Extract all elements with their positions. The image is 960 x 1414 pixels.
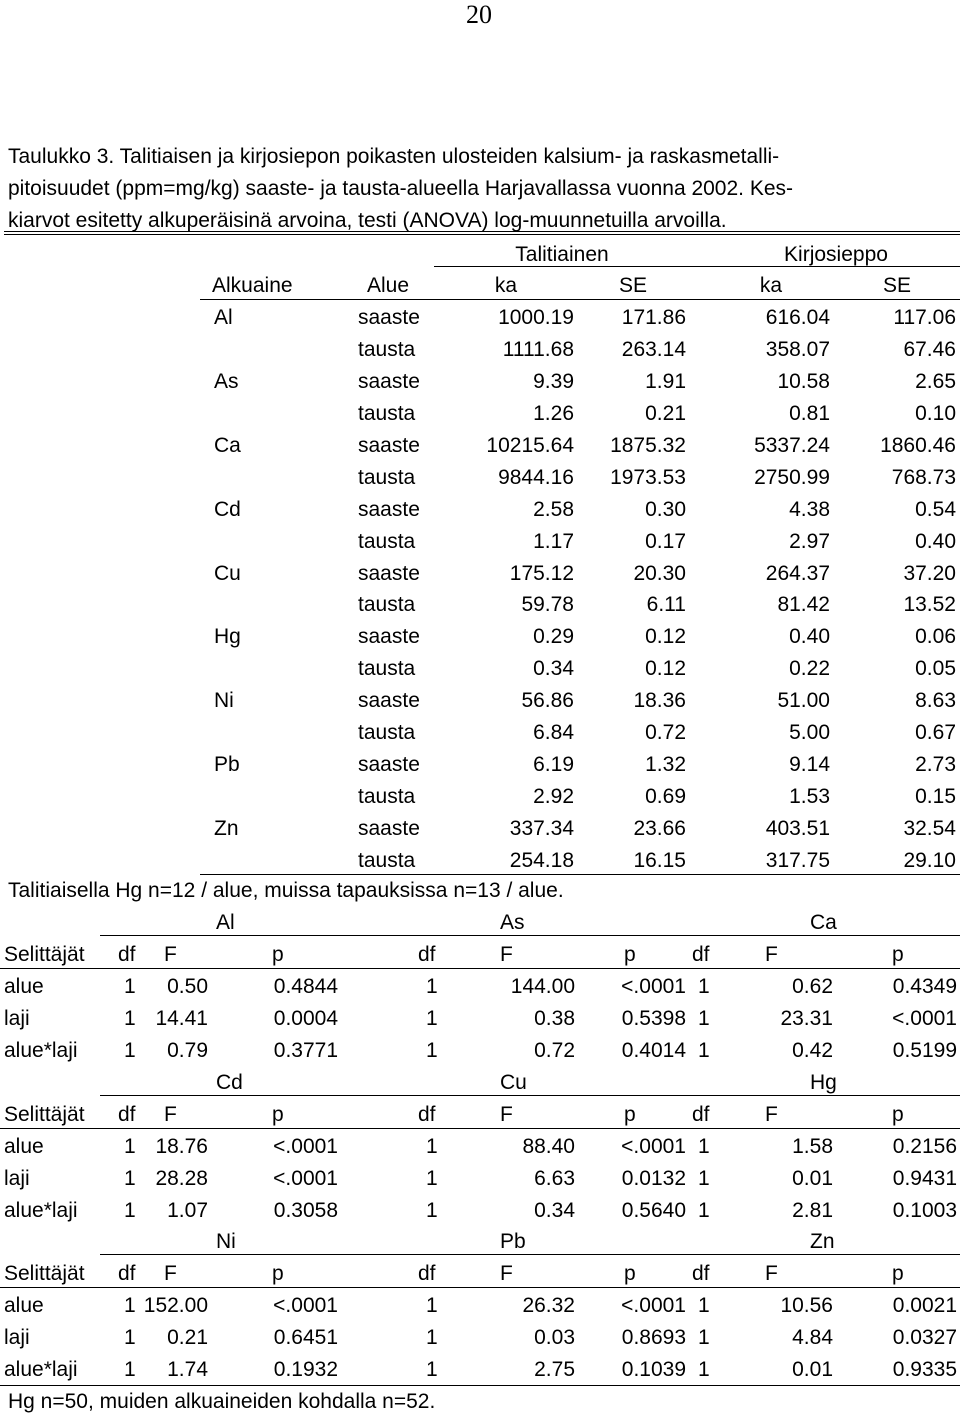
mean-table-cell: 117.06 [893,306,956,329]
anova-cell: 0.50 [167,975,208,998]
anova-cell: 1 [698,1326,710,1349]
mean-table-cell: 1.26 [533,401,574,425]
anova-cell: 0.42 [792,1039,833,1062]
anova-cell: 0.79 [167,1039,208,1062]
anova-cell: 1 [124,1326,136,1349]
row-area-label: saaste [358,625,420,649]
mean-table-cell: 2.58 [533,497,574,521]
col-header-alkuaine: Alkuaine [212,274,293,297]
mean-table-cell: 8.63 [915,689,956,713]
anova-cell: 1 [426,1326,438,1349]
mean-table-cell: 0.40 [915,529,956,553]
row-area-label: tausta [358,401,416,425]
mean-table-cell: 56.86 [521,689,574,713]
anova-element-header: Pb [500,1230,526,1253]
mean-table-cell: 0.54 [915,497,956,521]
anova-column-header: p [272,1262,284,1285]
anova-column-header: F [500,1262,513,1285]
mean-table-cell: 0.17 [645,529,686,553]
anova-cell: 0.0004 [273,1007,338,1030]
mean-table-cell: 0.05 [915,657,956,681]
mean-table-cell: 254.18 [509,848,574,872]
anova-column-header: F [500,1103,513,1126]
anova-cell: <.0001 [892,1007,957,1030]
mean-table-cell: 175.12 [509,561,574,585]
anova-cell: 1 [698,1358,710,1381]
anova-cell: <.0001 [273,1167,338,1190]
anova-cell: 1 [124,1135,136,1158]
anova-cell: 1.07 [167,1199,208,1222]
anova-row-label: alue*laji [4,1358,78,1381]
anova-cell: 0.1039 [621,1358,686,1381]
mean-table-cell: 2.65 [915,369,956,393]
anova-cell: <.0001 [621,1135,686,1158]
anova-column-header: Selittäjät [4,943,85,966]
mean-table-cell: 20.30 [633,561,686,585]
row-area-label: saaste [358,689,420,713]
mean-table-cell: 2.97 [789,529,830,553]
species-header-rule [434,266,960,267]
anova-column-header: df [692,1262,710,1285]
mean-table-cell: 317.75 [765,848,830,872]
anova-row-label: alue [4,1294,44,1317]
anova-cell: 1 [426,1007,438,1030]
mean-table-cell: 0.12 [645,657,686,681]
anova-cell: 1 [426,1294,438,1317]
anova-cell: 0.38 [534,1007,575,1030]
anova-cell: 4.84 [792,1326,833,1349]
caption-line: pitoisuudet (ppm=mg/kg) saaste- ja tausta-alueella Harjavallassa vuonna 2002. Kes- [8,177,794,200]
mean-table-cell: 0.30 [645,497,686,521]
mean-table-cell: 0.72 [645,721,686,745]
mean-table-cell: 768.73 [891,465,956,489]
anova-bottom-rule [0,1385,960,1386]
anova-column-header: p [272,943,284,966]
anova-cell: 0.5640 [621,1199,686,1222]
anova-column-header: p [892,1262,904,1285]
anova-column-header: df [418,1262,436,1285]
mean-table-cell: 9.39 [533,369,574,393]
anova-cell: 1 [124,1167,136,1190]
species-header-talitiainen: Talitiainen [515,243,609,266]
row-element-label: Zn [214,817,239,841]
anova-cell: 14.41 [155,1007,208,1030]
anova-cell: 0.62 [792,975,833,998]
anova-column-header: df [692,1103,710,1126]
anova-cell: 1 [698,975,710,998]
mean-table-cell: 2750.99 [754,465,830,489]
row-element-label: Ni [214,689,234,713]
row-element-label: Hg [214,625,241,649]
mean-table-cell: 337.34 [509,817,574,841]
row-element-label: Cu [214,561,241,585]
mean-table-cell: 0.21 [645,401,686,425]
mean-table-cell: 32.54 [903,817,956,841]
anova-row-label: laji [4,1007,30,1030]
mean-table-cell: 0.12 [645,625,686,649]
anova-column-header: p [892,1103,904,1126]
anova-column-header: F [164,943,177,966]
anova-cell: 1 [698,1167,710,1190]
caption-line: kiarvot esitetty alkuperäisinä arvoina, testi (ANOVA) log-muunnetuilla arvoilla. [8,209,727,232]
row-element-label: Cd [214,497,241,521]
mean-table-cell: 5.00 [789,721,830,745]
anova-cell: 0.0021 [892,1294,957,1317]
row-area-label: tausta [358,785,416,809]
mean-table-cell: 9844.16 [498,465,574,489]
anova-cell: 1 [426,1039,438,1062]
mean-table-cell: 1.91 [645,369,686,393]
row-element-label: As [214,369,239,393]
mean-table-cell: 263.14 [621,337,686,361]
row-area-label: tausta [358,529,416,553]
table-bottom-rule [200,874,960,875]
anova-cell: 0.3771 [273,1039,338,1062]
anova-element-header: Al [216,911,235,934]
mean-table-cell: 0.15 [915,785,956,809]
col-header-alue: Alue [367,274,410,297]
row-area-label: saaste [358,369,420,393]
anova-cell: 1 [426,975,438,998]
row-area-label: saaste [358,433,420,457]
anova-column-header: df [118,1103,136,1126]
anova-rule [100,1095,960,1096]
anova-column-header: df [418,1103,436,1126]
row-area-label: tausta [358,337,416,361]
anova-column-header: p [892,943,904,966]
anova-cell: 1 [698,1294,710,1317]
anova-row-label: alue*laji [4,1199,78,1222]
mean-table-cell: 0.81 [789,401,830,425]
mean-table-cell: 171.86 [621,306,686,329]
row-area-label: tausta [358,848,416,872]
anova-cell: 1 [426,1358,438,1381]
anova-cell: 2.81 [792,1199,833,1222]
mean-table-cell: 5337.24 [754,433,830,457]
mean-table-cell: 0.34 [533,657,574,681]
mean-table-cell: 10.58 [777,369,830,393]
mean-table-cell: 0.69 [645,785,686,809]
anova-column-header: Selittäjät [4,1103,85,1126]
anova-element-header: Ca [810,911,837,934]
anova-cell: 1 [124,1294,136,1317]
anova-cell: 152.00 [143,1294,208,1317]
anova-element-header: Hg [810,1071,837,1094]
mean-table-cell: 0.67 [915,721,956,745]
mean-table-cell: 23.66 [633,817,686,841]
anova-cell: 0.9431 [892,1167,957,1190]
mean-table-cell: 59.78 [521,593,574,617]
anova-rule [0,968,960,969]
anova-cell: 0.0327 [892,1326,957,1349]
anova-cell: 1.74 [167,1358,208,1381]
anova-column-header: p [624,1103,636,1126]
anova-cell: 0.9335 [892,1358,957,1381]
mean-table-cell: 9.14 [789,753,830,777]
col-header-se: SE [882,274,911,297]
anova-cell: 0.21 [167,1326,208,1349]
anova-cell: 0.4349 [892,975,957,998]
anova-cell: 1 [698,1007,710,1030]
col-header-se: SE [618,274,647,297]
anova-column-header: df [418,943,436,966]
anova-cell: <.0001 [621,975,686,998]
anova-column-header: Selittäjät [4,1262,85,1285]
anova-cell: 0.1932 [273,1358,338,1381]
anova-cell: 1 [426,1199,438,1222]
anova-column-header: df [692,943,710,966]
mean-table-cell: 0.40 [789,625,830,649]
mean-table-cell: 67.46 [903,337,956,361]
anova-cell: 1 [124,1358,136,1381]
mean-table-cell: 1.17 [533,529,574,553]
mean-table-cell: 1860.46 [880,433,956,457]
anova-cell: 0.3058 [273,1199,338,1222]
anova-cell: 1 [698,1135,710,1158]
anova-cell: 0.4844 [273,975,338,998]
means-table-note: Talitiaisella Hg n=12 / alue, muissa tapauksissa n=13 / alue. [8,879,564,902]
anova-element-header: As [500,911,525,934]
anova-cell: 18.76 [155,1135,208,1158]
anova-cell: 10.56 [780,1294,833,1317]
anova-rule [0,1287,960,1288]
row-element-label: Pb [214,753,240,777]
anova-cell: 1 [426,1167,438,1190]
species-header-kirjosieppo: Kirjosieppo [784,243,888,266]
anova-cell: 1 [698,1039,710,1062]
row-area-label: saaste [358,497,420,521]
row-element-label: Al [214,306,233,329]
mean-table-cell: 1875.32 [610,433,686,457]
anova-cell: 1 [698,1199,710,1222]
anova-cell: 1 [426,1135,438,1158]
anova-column-header: F [164,1103,177,1126]
anova-column-header: df [118,943,136,966]
mean-table-cell: 10215.64 [486,433,574,457]
anova-cell: 26.32 [522,1294,575,1317]
anova-column-header: F [765,943,778,966]
row-area-label: saaste [358,753,420,777]
anova-row-label: alue [4,1135,44,1158]
anova-column-header: p [624,1262,636,1285]
col-header-ka: ka [759,274,783,297]
anova-cell: 1 [124,1039,136,1062]
anova-row-label: alue*laji [4,1039,78,1062]
mean-table-cell: 0.29 [533,625,574,649]
anova-rule [100,1254,960,1255]
anova-cell: 0.01 [792,1358,833,1381]
anova-cell: 23.31 [780,1007,833,1030]
mean-table-cell: 6.84 [533,721,574,745]
anova-row-label: laji [4,1326,30,1349]
column-header-rule [200,299,960,300]
anova-cell: 0.8693 [621,1326,686,1349]
col-header-ka: ka [494,274,518,297]
mean-table-cell: 403.51 [765,817,830,841]
mean-table-cell: 1000.19 [498,306,574,329]
anova-cell: 1 [124,1199,136,1222]
anova-column-header: p [624,943,636,966]
anova-cell: 0.34 [534,1199,575,1222]
anova-cell: 1 [124,975,136,998]
mean-table-cell: 37.20 [903,561,956,585]
mean-table-cell: 16.15 [633,848,686,872]
mean-table-cell: 2.73 [915,753,956,777]
anova-cell: 0.1003 [892,1199,957,1222]
mean-table-cell: 1.32 [645,753,686,777]
row-area-label: tausta [358,593,416,617]
mean-table-cell: 13.52 [903,593,956,617]
anova-cell: 2.75 [534,1358,575,1381]
anova-cell: 0.0132 [621,1167,686,1190]
anova-cell: <.0001 [621,1294,686,1317]
anova-column-header: F [765,1103,778,1126]
anova-cell: 0.5398 [621,1007,686,1030]
mean-table-cell: 51.00 [777,689,830,713]
anova-rule [100,935,960,936]
anova-element-header: Zn [810,1230,835,1253]
anova-cell: 1.58 [792,1135,833,1158]
anova-element-header: Cu [500,1071,527,1094]
anova-cell: 0.6451 [273,1326,338,1349]
row-area-label: saaste [358,817,420,841]
anova-cell: <.0001 [273,1294,338,1317]
mean-table-cell: 29.10 [903,848,956,872]
anova-column-header: p [272,1103,284,1126]
anova-cell: 88.40 [522,1135,575,1158]
mean-table-cell: 358.07 [765,337,830,361]
anova-cell: 0.72 [534,1039,575,1062]
mean-table-cell: 1973.53 [610,465,686,489]
anova-row-label: laji [4,1167,30,1190]
anova-cell: 0.03 [534,1326,575,1349]
mean-table-cell: 6.19 [533,753,574,777]
anova-cell: 28.28 [155,1167,208,1190]
mean-table-cell: 0.06 [915,625,956,649]
mean-table-cell: 0.10 [915,401,956,425]
mean-table-cell: 81.42 [777,593,830,617]
mean-table-cell: 6.11 [646,593,686,617]
mean-table-cell: 4.38 [789,497,830,521]
anova-column-header: F [765,1262,778,1285]
anova-column-header: F [500,943,513,966]
anova-cell: 0.5199 [892,1039,957,1062]
table-top-rule [4,231,960,235]
mean-table-cell: 18.36 [633,689,686,713]
anova-cell: 0.01 [792,1167,833,1190]
anova-column-header: F [164,1262,177,1285]
anova-cell: 6.63 [534,1167,575,1190]
footnote: Hg n=50, muiden alkuaineiden kohdalla n=52. [8,1390,436,1413]
mean-table-cell: 0.22 [789,657,830,681]
mean-table-cell: 264.37 [765,561,830,585]
mean-table-cell: 1.53 [789,785,830,809]
anova-cell: 1 [124,1007,136,1030]
anova-row-label: alue [4,975,44,998]
row-area-label: tausta [358,721,416,745]
anova-rule [0,1128,960,1129]
row-area-label: tausta [358,465,416,489]
mean-table-cell: 1111.68 [502,337,574,361]
mean-table-cell: 616.04 [765,306,830,329]
page-number: 20 [466,0,492,29]
anova-cell: 144.00 [510,975,575,998]
row-area-label: saaste [358,561,420,585]
caption-line: Taulukko 3. Talitiaisen ja kirjosiepon poikasten ulosteiden kalsium- ja raskasmetalli- [8,145,780,168]
anova-cell: 0.2156 [892,1135,957,1158]
anova-column-header: df [118,1262,136,1285]
row-area-label: tausta [358,657,416,681]
row-area-label: saaste [358,306,420,329]
anova-cell: 0.4014 [621,1039,686,1062]
anova-element-header: Cd [216,1071,243,1094]
row-element-label: Ca [214,433,241,457]
anova-cell: <.0001 [273,1135,338,1158]
mean-table-cell: 2.92 [533,785,574,809]
anova-element-header: Ni [216,1230,236,1253]
